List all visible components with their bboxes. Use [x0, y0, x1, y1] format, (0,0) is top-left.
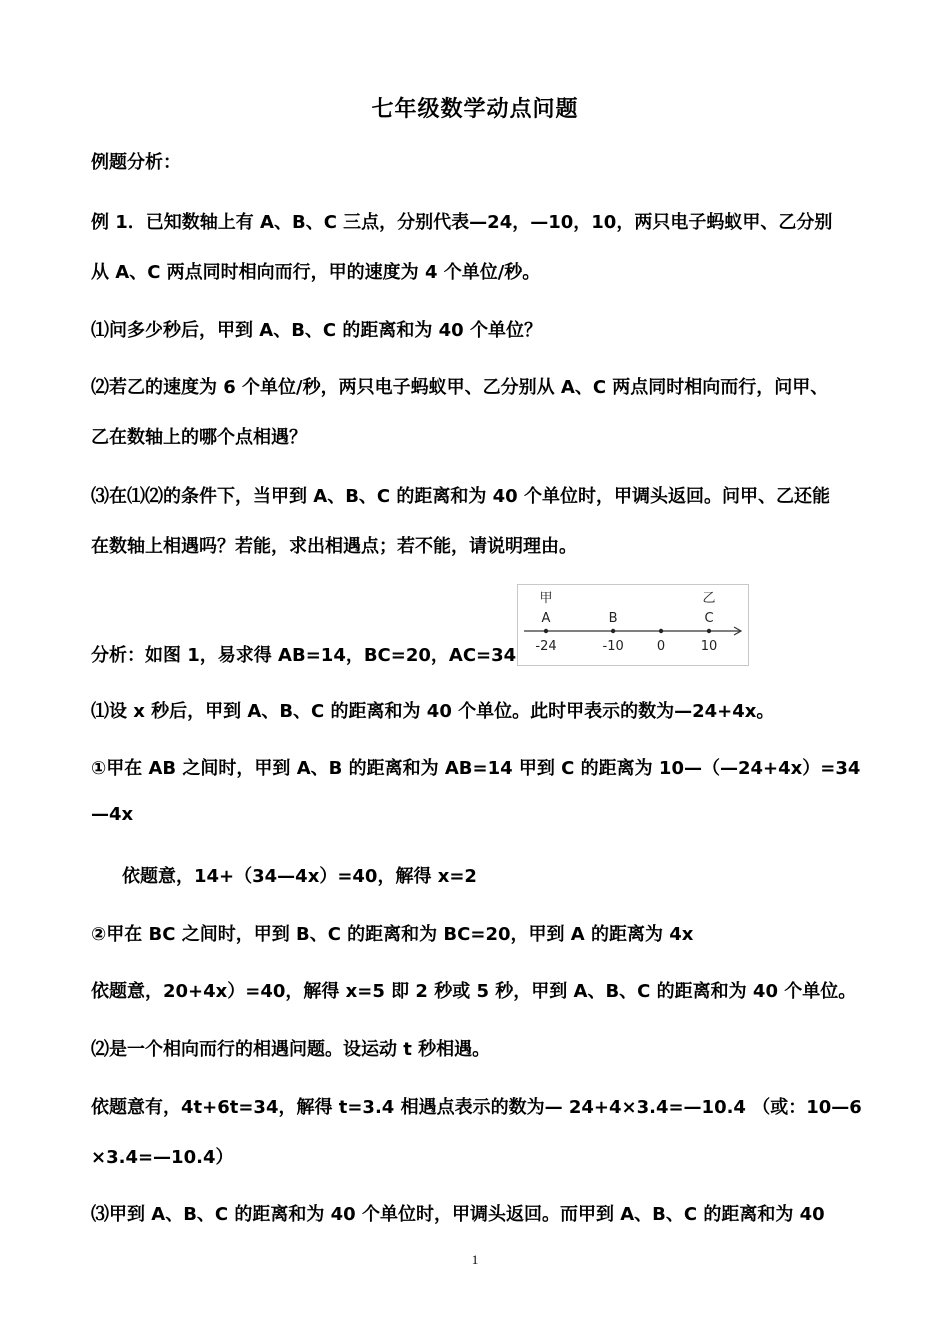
label-yi: 乙 [702, 591, 716, 606]
point-letter-label: A [541, 611, 551, 626]
question-1: ⑴问多少秒后，甲到 A、B、C 的距离和为 40 个单位？ [91, 320, 542, 341]
analysis-part-2-solution-line-1: 依题意有，4t+6t=34，解得 t=3.4 相遇点表示的数为— 24+4×3.4=—10.4 （或：10—6 [91, 1097, 862, 1118]
question-2-line-2: 乙在数轴上的哪个点相遇？ [91, 427, 307, 448]
page-title: 七年级数学动点问题 [371, 97, 579, 122]
tick-label: 10 [700, 639, 718, 654]
page-number: 1 [471, 1252, 479, 1267]
number-line-point [544, 629, 548, 633]
number-line-svg [518, 585, 748, 665]
number-line-figure [517, 584, 749, 666]
question-3-line-1: ⑶在⑴⑵的条件下，当甲到 A、B、C 的距离和为 40 个单位时，甲调头返回。问甲、乙还能 [91, 486, 830, 507]
number-line-point [659, 629, 663, 633]
analysis-case-2: ②甲在 BC 之间时，甲到 B、C 的距离和为 BC=20，甲到 A 的距离为 4x [91, 924, 694, 945]
number-line-point [707, 629, 711, 633]
analysis-case-2-solution: 依题意，20+4x）=40，解得 x=5 即 2 秒或 5 秒，甲到 A、B、C 的距离和为 40 个单位。 [91, 981, 857, 1002]
tick-label: -24 [535, 639, 557, 654]
analysis-case-1-line-1: ①甲在 AB 之间时，甲到 A、B 的距离和为 AB=14 甲到 C 的距离为 10—（—24+4x）=34 [91, 758, 861, 779]
analysis-case-1-line-2: —4x [91, 804, 134, 825]
analysis-part-2: ⑵是一个相向而行的相遇问题。设运动 t 秒相遇。 [91, 1039, 491, 1060]
analysis-part-1: ⑴设 x 秒后，甲到 A、B、C 的距离和为 40 个单位。此时甲表示的数为—24+4x。 [91, 701, 775, 722]
point-letter-label: B [608, 611, 618, 626]
point-letter-label: C [704, 611, 714, 626]
example-line-1: 例 1．已知数轴上有 A、B、C 三点，分别代表—24，—10，10，两只电子蚂蚁甲、乙分别 [91, 212, 833, 233]
analysis-part-3: ⑶甲到 A、B、C 的距离和为 40 个单位时，甲调头返回。而甲到 A、B、C 的距离和为 40 [91, 1204, 825, 1225]
section-label: 例题分析： [91, 152, 181, 173]
tick-label: -10 [602, 639, 624, 654]
question-3-line-2: 在数轴上相遇吗？若能，求出相遇点；若不能，请说明理由。 [91, 536, 577, 557]
analysis-intro: 分析：如图 1，易求得 AB=14，BC=20，AC=34 [91, 645, 517, 666]
label-jia: 甲 [539, 591, 553, 606]
tick-label: 0 [656, 639, 666, 654]
analysis-case-1-solution: 依题意，14+（34—4x）=40，解得 x=2 [122, 866, 477, 887]
question-2-line-1: ⑵若乙的速度为 6 个单位/秒，两只电子蚂蚁甲、乙分别从 A、C 两点同时相向而行，问甲、 [91, 377, 829, 398]
number-line-point [611, 629, 615, 633]
example-line-2: 从 A、C 两点同时相向而行，甲的速度为 4 个单位/秒。 [91, 262, 541, 283]
analysis-part-2-solution-line-2: ×3.4=—10.4） [91, 1147, 234, 1168]
